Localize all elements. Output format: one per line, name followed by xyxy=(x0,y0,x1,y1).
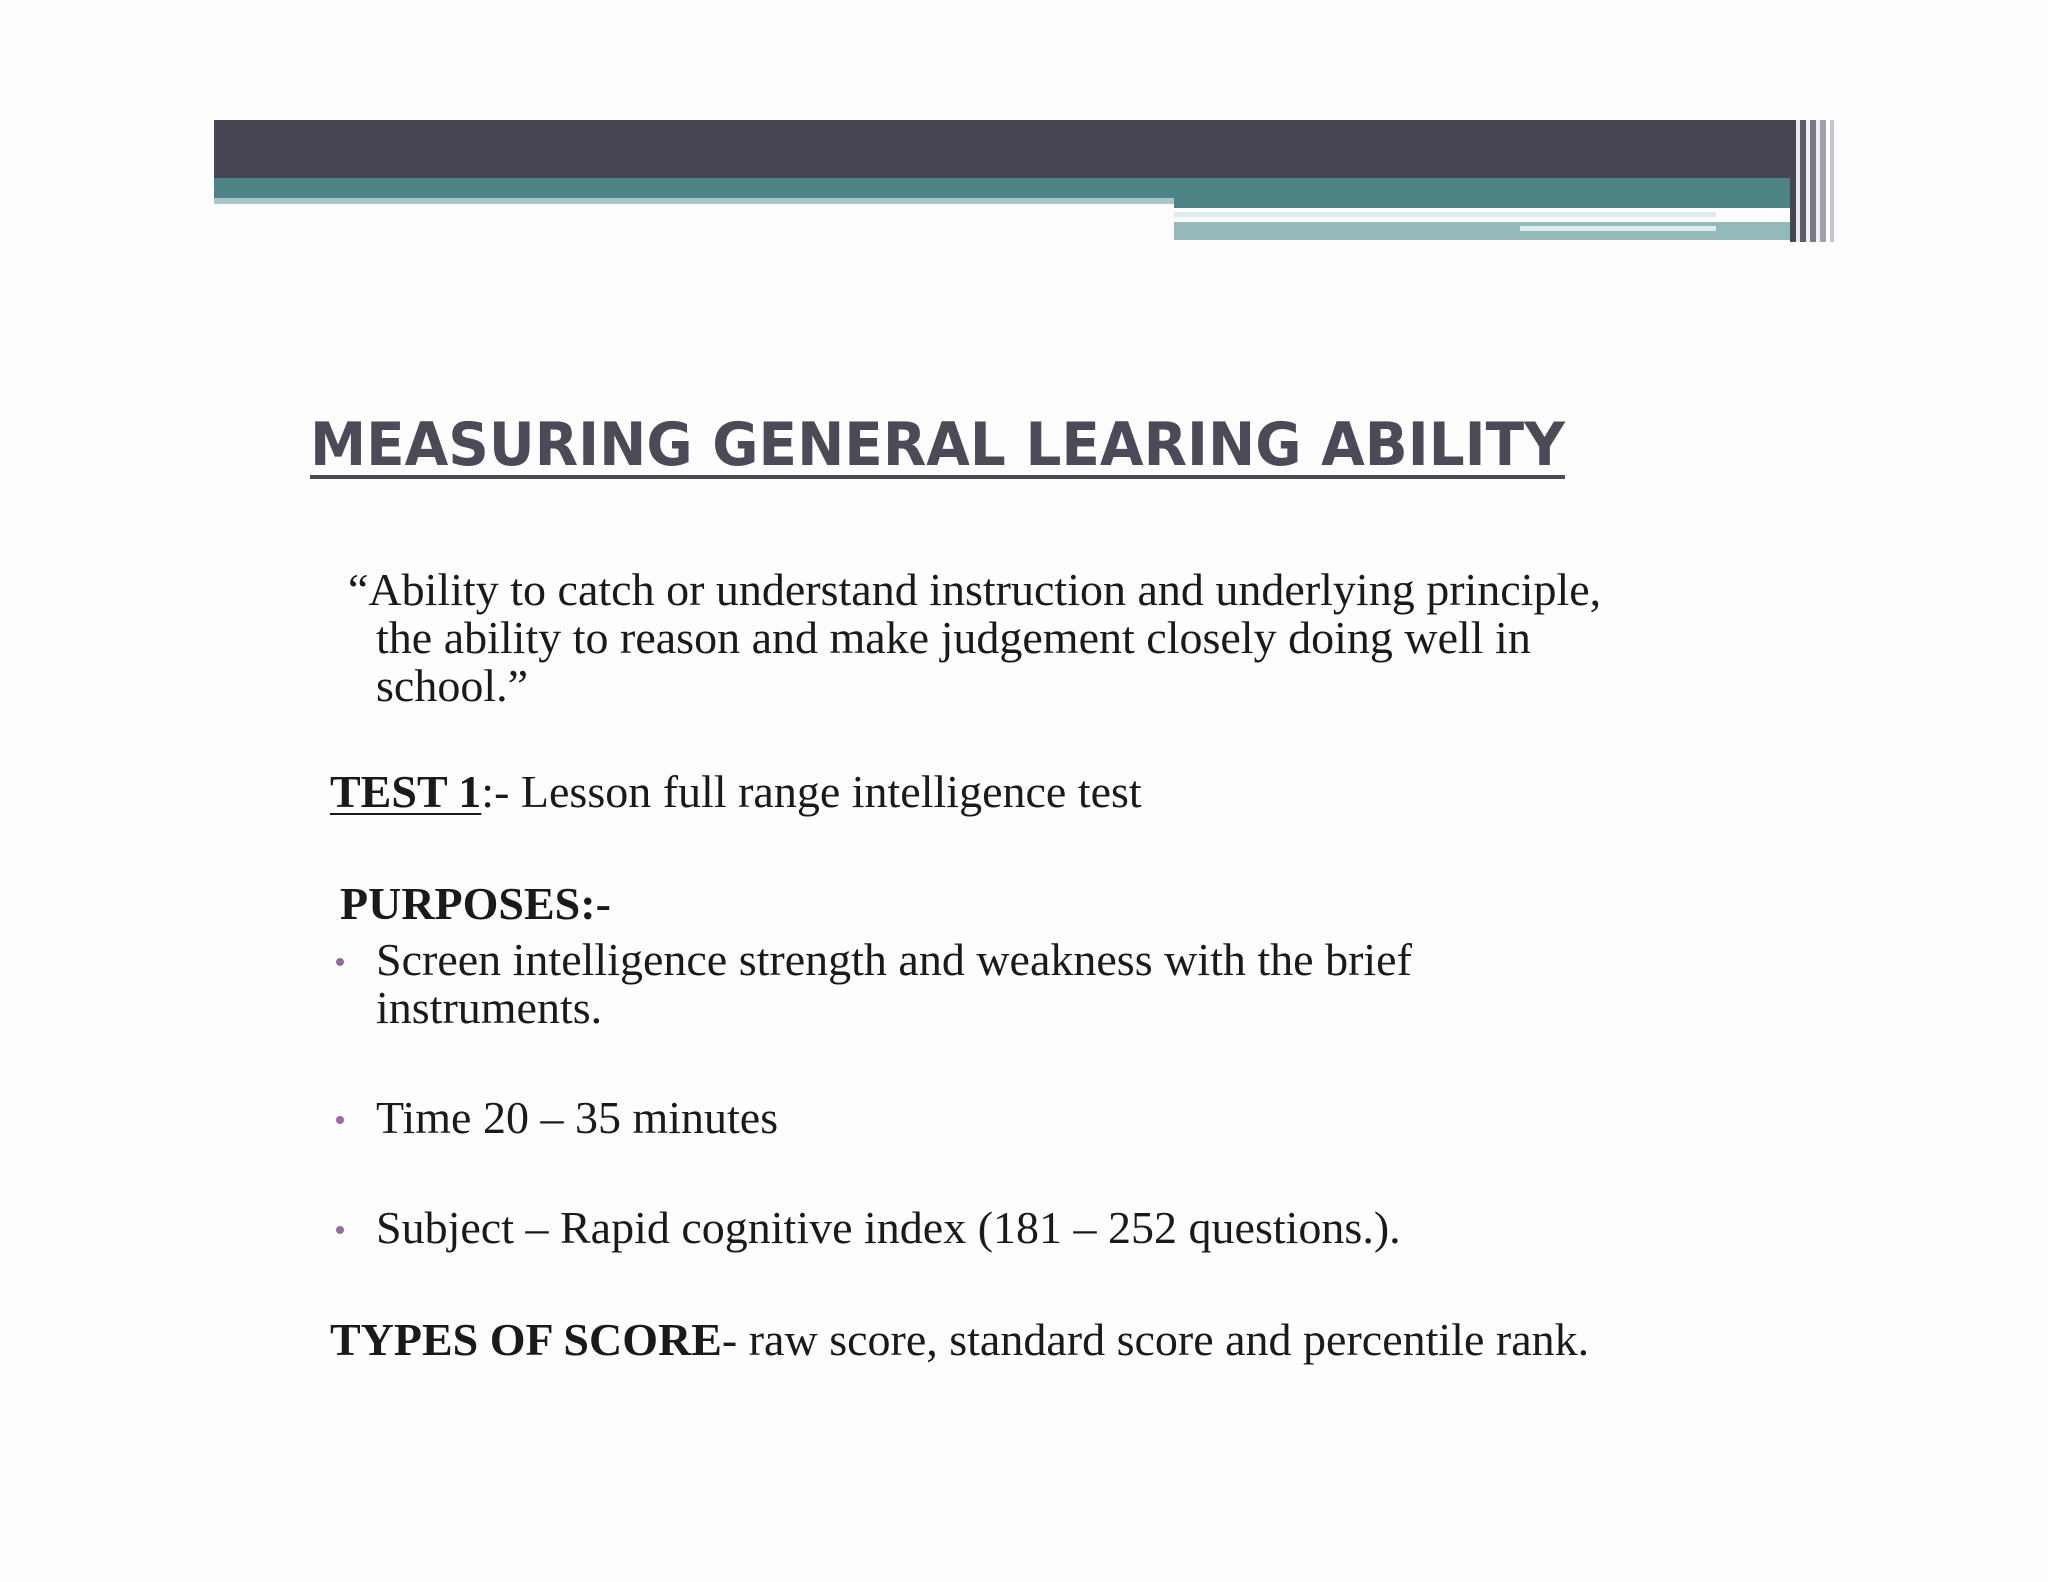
score-types-label: TYPES OF SCORE xyxy=(330,1314,722,1365)
banner-dark-bar xyxy=(214,120,1790,178)
bullet-3-text: Subject – Rapid cognitive index (181 – 252 questions.). xyxy=(376,1202,1401,1253)
banner-teal-bar-left xyxy=(214,178,1174,198)
quote-line-1: “Ability to catch or understand instruction and underlying principle, xyxy=(348,564,1602,615)
purposes-heading: PURPOSES:- xyxy=(340,878,611,929)
quote-line-2: the ability to reason and make judgement closely doing well in xyxy=(376,612,1531,663)
quote-line-3: school.” xyxy=(376,660,529,711)
bullet-1-line-2: instruments. xyxy=(376,982,603,1033)
slide-title: MEASURING GENERAL LEARING ABILITY xyxy=(310,410,1565,480)
score-types-text: - raw score, standard score and percentile rank. xyxy=(721,1314,1590,1365)
score-types-line xyxy=(330,1316,1589,1364)
bullet-1-line-1: Screen intelligence strength and weakness with the brief xyxy=(376,934,1412,985)
test-text: :- Lesson full range intelligence test xyxy=(481,766,1142,817)
bullet-dot-icon xyxy=(336,958,344,966)
banner-stripes xyxy=(1790,120,1834,242)
bullet-dot-icon xyxy=(336,1226,344,1234)
banner-light-line xyxy=(1174,212,1716,217)
test-line xyxy=(330,768,1142,816)
bullet-dot-icon xyxy=(336,1116,344,1124)
bullet-2-text: Time 20 – 35 minutes xyxy=(376,1092,779,1143)
definition-quote xyxy=(348,566,1748,710)
banner-teal-line-left xyxy=(214,198,1174,204)
banner-light-line-short xyxy=(1520,226,1716,231)
banner-teal-bar-right xyxy=(1174,178,1790,208)
bullet-item xyxy=(330,1204,1401,1252)
test-label: TEST 1 xyxy=(330,766,482,817)
banner-teal-line-right xyxy=(1174,222,1790,240)
bullet-item xyxy=(330,936,1412,1032)
bullet-item xyxy=(330,1094,778,1142)
